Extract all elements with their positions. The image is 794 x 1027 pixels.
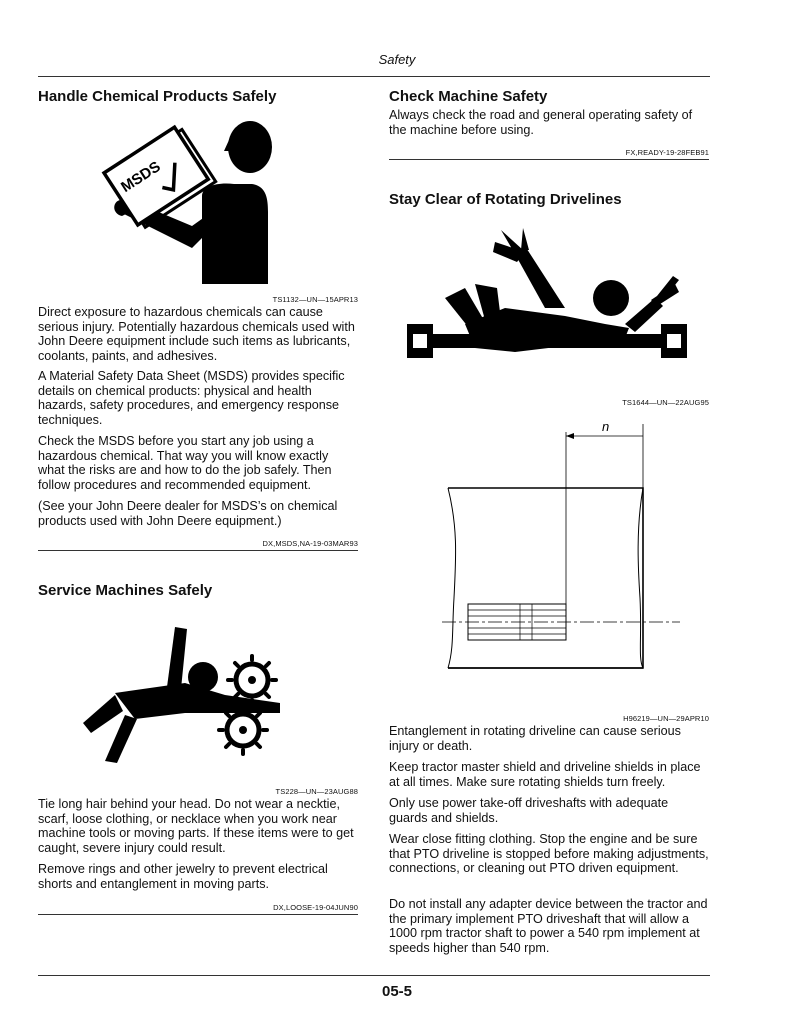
driveline-para-5: Do not install any adapter device between the tractor and the primary implement PTO driveshaft that will allow a 1000 rpm tractor shaft to power a 540 rpm implement at speeds higher than 540 rpm. <box>389 897 708 955</box>
chemical-para-1: Direct exposure to hazardous chemicals can cause serious injury. Potentially hazardous chemicals used with John Deere equipment include such items as lubricants, coolants, paints, and adhesives. <box>38 305 355 363</box>
service-para-2: Remove rings and other jewelry to prevent electrical shorts and entanglement in moving parts. <box>38 862 328 891</box>
driveline-para-4: Wear close fitting clothing. Stop the engine and be sure that PTO driveline is stopped before making adjustments, connections, or cleaning out PTO driven equipment. <box>389 832 709 875</box>
driveline-figure <box>405 228 690 378</box>
driveline-figure-code: TS1644—UN—22AUG95 <box>622 398 709 407</box>
chemical-para-4: (See your John Deere dealer for MSDS’s on chemical products used with John Deere equipment.) <box>38 499 338 528</box>
service-figure-code: TS228—UN—23AUG88 <box>275 787 358 796</box>
footer-rule <box>38 975 710 976</box>
service-para-1: Tie long hair behind your head. Do not wear a necktie, scarf, loose clothing, or necklace when you work near machine tools or moving parts. If these items were to get caught, severe injury could result. <box>38 797 354 855</box>
dimension-n-label: n <box>602 419 610 434</box>
chemical-para-3: Check the MSDS before you start any job using a hazardous chemical. That way you will know exactly what the risks are and how to do the job safely. Then follow procedures and recommended equipment. <box>38 434 332 492</box>
chemical-para-2: A Material Safety Data Sheet (MSDS) provides specific details on chemical products: physical and health hazards, safety procedures, and emergency response techniques. <box>38 369 345 427</box>
pto-dimension-diagram <box>440 418 712 708</box>
chemical-end-rule <box>38 550 358 551</box>
running-header: Safety <box>378 52 416 67</box>
driveline-para-3: Only use power take-off driveshafts with adequate guards and shields. <box>389 796 669 825</box>
page-number: 05-5 <box>381 983 413 1000</box>
header-rule <box>38 76 710 77</box>
msds-sheet-label: MSDS <box>118 158 164 196</box>
chemical-end-code: DX,MSDS,NA-19-03MAR93 <box>262 539 358 548</box>
msds-figure <box>100 118 280 286</box>
check-title: Check Machine Safety <box>389 88 548 105</box>
chemical-figure-code: TS1132—UN—15APR13 <box>272 295 358 304</box>
driveline-para-2: Keep tractor master shield and driveline shields in place at all times. Make sure rotating shields turn freely. <box>389 760 701 789</box>
service-title: Service Machines Safely <box>38 582 213 599</box>
diagram-code: H96219—UN—29APR10 <box>623 714 709 723</box>
service-end-code: DX,LOOSE-19-04JUN90 <box>273 903 358 912</box>
driveline-para-1: Entanglement in rotating driveline can cause serious injury or death. <box>389 724 681 753</box>
service-figure <box>75 623 305 763</box>
chemical-title: Handle Chemical Products Safely <box>38 88 277 105</box>
service-end-rule <box>38 914 358 915</box>
check-end-rule <box>389 159 709 160</box>
driveline-title: Stay Clear of Rotating Drivelines <box>389 191 622 208</box>
check-para-1: Always check the road and general operating safety of the machine before using. <box>389 108 693 137</box>
check-end-code: FX,READY-19-28FEB91 <box>625 148 709 157</box>
